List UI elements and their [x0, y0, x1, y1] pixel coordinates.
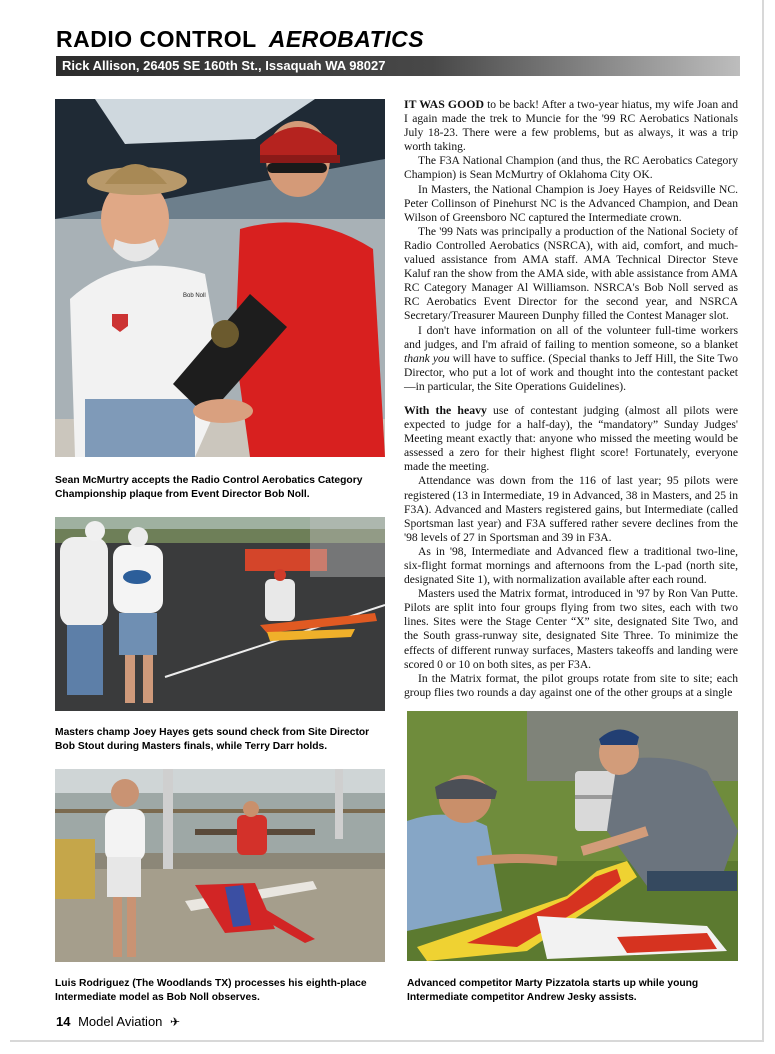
shirt-name-tag: Bob Noll: [183, 293, 206, 299]
article-paragraph: Masters used the Matrix format, introduced in '97 by Ron Van Putte. Pilots are split into four groups flying from two sites, each with two lines. Sites were the Stage Center “X” site, designated Site Two, and the South grass-runway site, designated Site Three. To minimize the effects of different runway surfaces, Masters takeoffs and landing were scored 0 or 10 on both sites, as per F3A.: [404, 587, 738, 671]
lead-in: IT WAS GOOD: [404, 97, 484, 111]
magazine-name: Model Aviation: [78, 1014, 163, 1029]
article-paragraph: IT WAS GOOD to be back! After a two-year hiatus, my wife Joan and I again made the trek to Muncie for the '99 RC Aerobatics Nationals July 18-23. There were a few problems, but as always, it was a trip worth taking.: [404, 97, 738, 154]
section-lead-in: With the heavy: [404, 402, 487, 417]
page-number: 14: [56, 1014, 71, 1029]
photo-award-ceremony-image: [55, 99, 385, 457]
photo-sound-check-image: [55, 517, 385, 711]
article-paragraph: As in '98, Intermediate and Advanced flew a traditional two-line, six-flight format mornings and afternoons from the L-pad (north site, designated Site 1), with normalization available after each round.: [404, 544, 738, 587]
page-footer: [56, 1014, 180, 1029]
photo-award-ceremony: [55, 99, 385, 457]
article-paragraph: With the heavy use of contestant judging (almost all pilots were expected to judge for a half-day), the “mandatory” Sunday Judges' Meeting meant exactly that: anyone who missed the meeting would be assessed a zero for their highest flight score! Fortunately, everyone made the meeting.: [404, 402, 739, 474]
article-paragraph: In Masters, the National Champion is Joey Hayes of Reidsville NC. Peter Collinson of Pinehurst NC is the Advanced Champion, and Dean Wilson of Greensboro NC captured the Intermediate crown.: [404, 182, 738, 224]
title-italic: AEROBATICS: [268, 26, 425, 52]
caption-processing-model: Luis Rodriguez (The Woodlands TX) processes his eighth-place Intermediate model as Bob Noll observes.: [55, 978, 367, 1003]
photo-sound-check: [55, 517, 385, 711]
article-body: [404, 97, 738, 700]
article-paragraph: I don't have information on all of the volunteer full-time workers and judges, and I'm afraid of failing to mention someone, so a blanket thank you will have to suffice. (Special thanks to Jeff Hill, the Site Two Director, who put a lot of work and thought into the contestant packet—in particular, the Site Operations Guidelines).: [404, 323, 738, 393]
article-paragraph: The '99 Nats was principally a production of the National Society of Radio Controlled Aerobatics (NSRCA), with aid, comfort, and much-valued assistance from AMA staff. AMA Technical Director Steve Kaluf ran the show from the AMA side, with able assistance from AMA RC Category Manager Al Williamson. NSRCA's Bob Noll served as RC Aerobatics Event Director for the second year, and NSRCA Secretary/Treasurer Maureen Dunphy filled the Contest Manager slot.: [404, 224, 738, 323]
caption-start-up: Advanced competitor Marty Pizzatola starts up while young Intermediate competitor Andrew Jesky assists.: [407, 978, 699, 1003]
article-paragraph: Attendance was down from the 116 of last year; 95 pilots were registered (13 in Intermediate, 19 in Advanced, 38 in Masters, and 25 in F3A). Advanced and Masters registered gains, but Intermediate (called Sportsman last year) and F3A suffered rather severe declines from the '98 levels of 27 in Sportsman and 39 in F3A.: [404, 474, 738, 544]
caption-award-ceremony: Sean McMurtry accepts the Radio Control Aerobatics Category Championship plaque from Event Director Bob Noll.: [55, 475, 363, 500]
article-paragraph: In the Matrix format, the pilot groups rotate from site to site; each group flies two rounds a day against one of the other groups at a single: [404, 671, 738, 699]
title-regular: RADIO CONTROL: [56, 26, 257, 52]
photo-start-up: [407, 711, 738, 961]
author-byline: Rick Allison, 26405 SE 160th St., Issaquah WA 98027: [56, 56, 740, 76]
photo-start-up-image: [407, 711, 738, 961]
caption-sound-check: Masters champ Joey Hayes gets sound check from Site Director Bob Stout during Masters finals, while Terry Darr holds.: [55, 727, 370, 752]
photo-processing-model: [55, 769, 385, 962]
page-title: [56, 26, 424, 53]
airplane-icon: ✈: [170, 1015, 181, 1029]
article-paragraph: The F3A National Champion (and thus, the RC Aerobatics Category Champion) is Sean McMurtry of Oklahoma City OK.: [404, 154, 738, 182]
photo-processing-model-image: [55, 769, 385, 962]
